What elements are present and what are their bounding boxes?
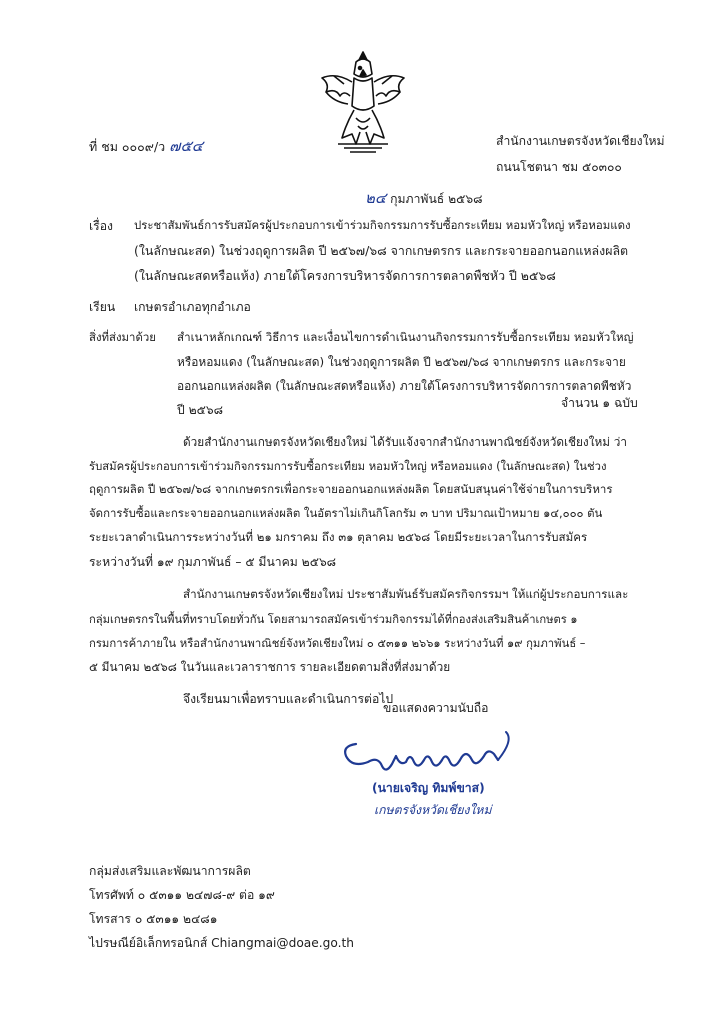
reference-number [89, 134, 203, 158]
recipient-value: เกษตรอำเภอทุกอำเภอ [134, 300, 251, 314]
regards-text: ขอแสดงความนับถือ [383, 701, 489, 715]
footer-fax: โทรสาร ๐ ๕๓๑๑ ๒๔๘๑ [89, 912, 218, 926]
body-paragraph-line: จัดการรับซื้อและกระจายออกนอกแหล่งผลิต ในอัตราไม่เกินกิโลกรัม ๓ บาท ปริมาณเป้าหมาย ๑๔,๐๐๐ ตัน [89, 506, 603, 520]
body-paragraph-line: ๕ มีนาคม ๒๕๖๘ ในวันและเวลาราชการ รายละเอียดตามสิ่งที่ส่งมาด้วย [89, 660, 451, 674]
body-paragraph-line: ระยะเวลาดำเนินการระหว่างวันที่ ๒๑ มกราคม ถึง ๓๑ ตุลาคม ๒๕๖๘ โดยมีระยะเวลาในการรับสมัคร [89, 530, 588, 544]
garuda-emblem-icon [314, 48, 412, 156]
signatory-position: เกษตรจังหวัดเชียงใหม่ [374, 803, 492, 817]
attachment-line: ปี ๒๕๖๘ [177, 403, 224, 417]
attachment-line: ออกนอกแหล่งผลิต (ในลักษณะสดหรือแห้ง) ภายใต้โครงการบริหารจัดการการตลาดพืชหัว [177, 379, 632, 393]
subject-line: (ในลักษณะสดหรือแห้ง) ภายใต้โครงการบริหารจัดการการตลาดพืชหัว ปี ๒๕๖๘ [134, 268, 556, 283]
footer-email: ไปรษณีย์อิเล็กทรอนิกส์ Chiangmai@doae.go.th [89, 936, 355, 950]
office-address: ถนนโชตนา ชม ๕๐๓๐๐ [496, 160, 622, 174]
footer-unit: กลุ่มส่งเสริมและพัฒนาการผลิต [89, 864, 251, 878]
footer-phone: โทรศัพท์ ๐ ๕๓๑๑ ๒๔๗๘-๙ ต่อ ๑๙ [89, 888, 275, 902]
attachment-line: หรือหอมแดง (ในลักษณะสด) ในช่วงฤดูการผลิต ปี ๒๕๖๗/๖๘ จากเกษตรกร และกระจาย [177, 355, 626, 369]
body-paragraph-line: ระหว่างวันที่ ๑๙ กุมภาพันธ์ – ๕ มีนาคม ๒๕๖๘ [89, 555, 337, 569]
signatory-name: (นายเจริญ ทิมพ์ขาส) [372, 781, 485, 795]
letter-date [365, 186, 483, 210]
closing-sentence: จึงเรียนมาเพื่อทราบและดำเนินการต่อไป [183, 692, 394, 706]
attachment-count: จำนวน ๑ ฉบับ [561, 396, 638, 410]
body-paragraph-line: สำนักงานเกษตรจังหวัดเชียงใหม่ ประชาสัมพันธ์รับสมัครกิจกรรมฯ ให้แก่ผู้ประกอบการและ [183, 587, 629, 601]
body-paragraph-line: กลุ่มเกษตรกรในพื้นที่ทราบโดยทั่วกัน โดยสามารถสมัครเข้าร่วมกิจกรรมได้ที่กองส่งเสริมสินค้าเกษตร ๑ [89, 613, 578, 626]
body-paragraph-line: กรมการค้าภายใน หรือสำนักงานพาณิชย์จังหวัดเชียงใหม่ ๐ ๕๓๑๑ ๒๖๖๑ ระหว่างวันที่ ๑๙ กุมภาพันธ์ – [89, 637, 586, 650]
attachment-line: สำเนาหลักเกณฑ์ วิธีการ และเงื่อนไขการดำเนินงานกิจกรรมการรับซื้อกระเทียม หอมหัวใหญ่ [177, 330, 634, 344]
office-name: สำนักงานเกษตรจังหวัดเชียงใหม่ [496, 134, 665, 148]
signature-icon [338, 726, 528, 786]
recipient-label: เรียน [89, 300, 116, 314]
subject-label: เรื่อง [89, 219, 113, 233]
body-paragraph-line: รับสมัครผู้ประกอบการเข้าร่วมกิจกรรมการรับซื้อกระเทียม หอมหัวใหญ่ หรือหอมแดง (ในลักษณะสด) ในช่วง [89, 460, 607, 473]
body-paragraph-line: ฤดูการผลิต ปี ๒๕๖๗/๖๘ จากเกษตรกรเพื่อกระจายออกนอกแหล่งผลิต โดยสนับสนุนค่าใช้จ่ายในการบริหาร [89, 482, 613, 496]
subject-line: ประชาสัมพันธ์การรับสมัครผู้ประกอบการเข้าร่วมกิจกรรมการรับซื้อกระเทียม หอมหัวใหญ่ หรือหอมแดง [134, 218, 631, 232]
attachment-label: สิ่งที่ส่งมาด้วย [89, 330, 156, 344]
reference-number-handwritten: ๗๕๔ [169, 137, 204, 155]
body-paragraph-line: ด้วยสำนักงานเกษตรจังหวัดเชียงใหม่ ได้รับแจ้งจากสำนักงานพาณิชย์จังหวัดเชียงใหม่ ว่า [183, 435, 628, 449]
date-day-handwritten: ๒๔ [365, 189, 387, 207]
reference-number-prefix: ที่ ชม ๐๐๐๙/ว [89, 139, 166, 154]
subject-line: (ในลักษณะสด) ในช่วงฤดูการผลิต ปี ๒๕๖๗/๖๘ จากเกษตรกร และกระจายออกนอกแหล่งผลิต [134, 243, 629, 258]
date-month-year: กุมภาพันธ์ ๒๕๖๘ [390, 192, 483, 206]
